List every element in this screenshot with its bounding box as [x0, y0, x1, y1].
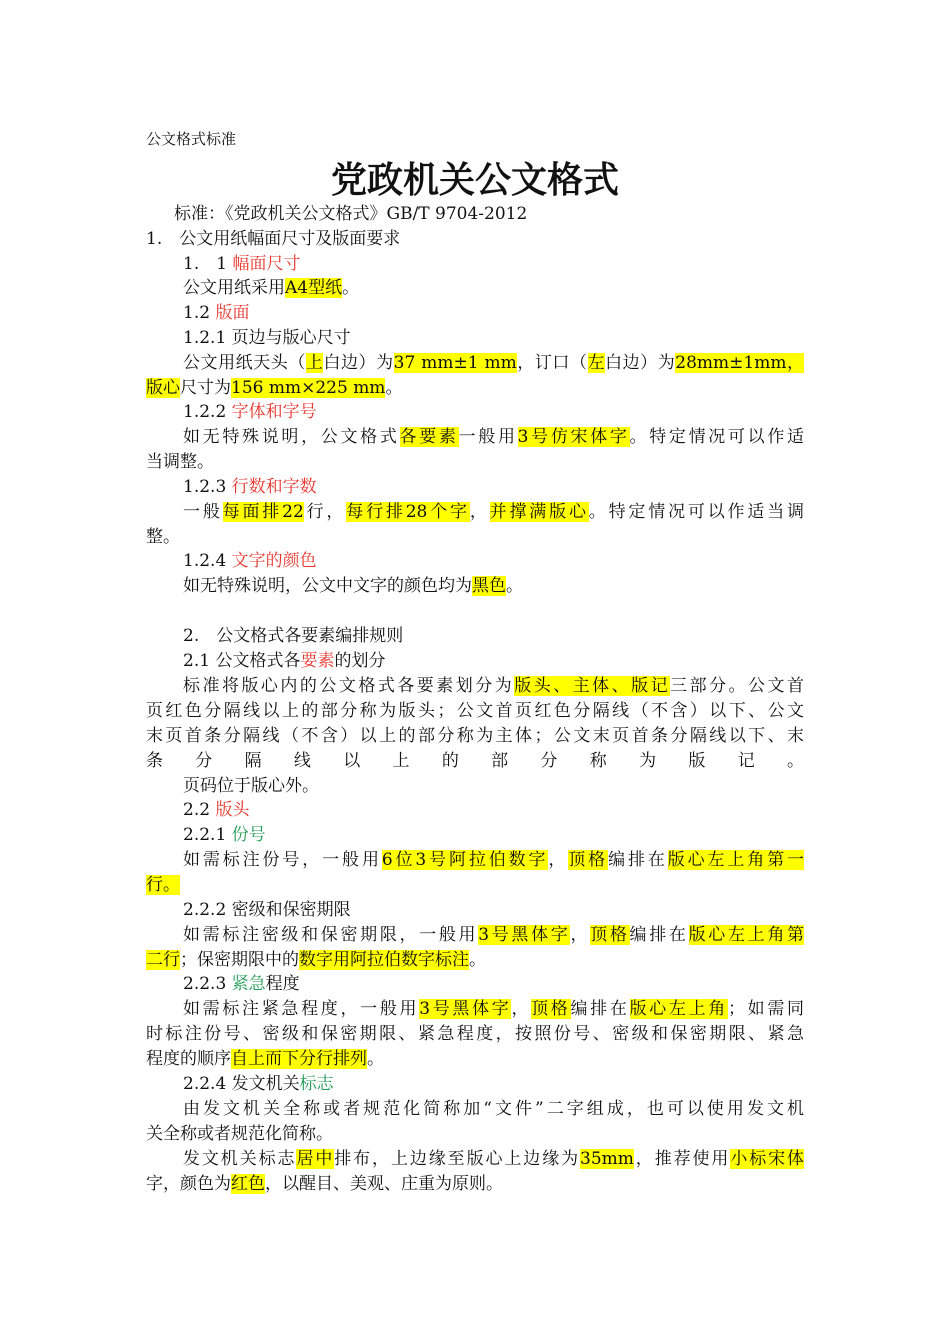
paragraph-1-1	[183, 276, 359, 300]
text-segment: 行，	[303, 502, 347, 522]
text-segment: 2.2.3	[183, 974, 232, 994]
text-segment: ，	[548, 850, 569, 870]
text-segment: 发文机关标志	[183, 1149, 297, 1169]
paragraph-1-2-4	[183, 574, 523, 598]
highlighted-text: 居中	[296, 1149, 335, 1169]
highlighted-text: 顶格	[531, 999, 571, 1019]
section-1-2-2-heading	[183, 400, 317, 424]
text-segment: ，推荐使用	[633, 1149, 731, 1169]
paragraph-2-2-2-line2	[146, 948, 486, 972]
paragraph-2-1-line2: 页红色分隔线以上的部分称为版头；公文首页红色分隔线（不含）以下、公文	[146, 701, 804, 721]
text-segment: 排布，上边缘至版心上边缘为	[334, 1149, 581, 1169]
text-segment: ，	[511, 999, 532, 1019]
text-segment: 如无特殊说明，公文格式	[183, 427, 400, 447]
highlighted-text: 3号黑体字	[419, 999, 512, 1019]
text-segment: 2.1 公文格式各	[183, 651, 301, 671]
text-segment: 2.2.4 发文机关	[183, 1074, 300, 1094]
text-segment: 要素	[300, 651, 335, 671]
section-2-2-4-heading	[183, 1072, 334, 1096]
paragraph-2-2-4b-line2	[146, 1172, 503, 1196]
highlighted-text: 3号仿宋体字	[517, 427, 630, 447]
page-header: 公文格式标准	[146, 130, 237, 148]
section-1-heading: 1. 公文用纸幅面尺寸及版面要求	[146, 229, 401, 249]
paragraph-1-2-2-line2: 当调整。	[146, 452, 214, 472]
text-segment: 白边）为	[323, 353, 394, 373]
section-2-2-3-heading	[183, 972, 300, 996]
highlighted-text: 版心	[146, 378, 180, 398]
section-2-2-1-heading	[183, 823, 266, 847]
paragraph-2-2-4a-line2: 关全称或者规范化简称。	[146, 1124, 333, 1144]
text-segment: 。特定情况可以作适当调	[588, 502, 805, 522]
text-segment: 1.2	[183, 303, 216, 323]
highlighted-text: 156 mm×225 mm	[231, 378, 386, 398]
text-segment: 的划分	[334, 651, 386, 671]
highlighted-text: 版心左上角第一	[667, 850, 805, 870]
section-1-2-3-heading	[183, 475, 317, 499]
text-segment: 。	[385, 378, 403, 398]
text-segment: 尺寸为	[180, 378, 231, 398]
text-segment: 文字的颜色	[231, 551, 317, 571]
paragraph-2-2-4b-line1	[183, 1147, 804, 1171]
text-segment: 1.2.4	[183, 551, 232, 571]
paragraph-1-2-2-line1	[183, 425, 804, 449]
section-1-2-heading	[183, 301, 249, 325]
section-1-1-heading	[183, 252, 300, 276]
text-segment: 如需标注紧急程度，一般用	[183, 999, 420, 1019]
highlighted-text: 版心左上角第	[688, 925, 805, 945]
text-segment: 。	[342, 278, 360, 298]
text-segment: 幅面尺寸	[232, 254, 301, 274]
paragraph-2-1-page-number: 页码位于版心外。	[183, 776, 319, 796]
highlighted-text: 版头、主体、版记	[514, 676, 671, 696]
text-segment: 公文用纸天头（	[183, 353, 306, 373]
paragraph-2-2-3-line2: 时标注份号、密级和保密期限、紧急程度，按照份号、密级和保密期限、紧急	[146, 1024, 804, 1044]
highlighted-text: 版心左上角	[629, 999, 728, 1019]
text-segment: 标准将版心内的公文格式各要素划分为	[183, 676, 515, 696]
text-segment: 程度	[265, 974, 300, 994]
text-segment: 程度的顺序	[146, 1049, 231, 1069]
text-segment: 一般用	[458, 427, 518, 447]
paragraph-2-2-2-line1	[183, 923, 804, 947]
highlighted-text: 上	[305, 353, 324, 373]
text-segment: 字体和字号	[231, 402, 317, 422]
highlighted-text: 每行排28个字	[346, 502, 470, 522]
text-segment: 编排在	[629, 925, 689, 945]
highlighted-text: ，	[786, 353, 805, 373]
text-segment: 公文用纸采用	[183, 278, 285, 298]
highlighted-text: 每面排22	[222, 502, 304, 522]
text-segment: 编排在	[570, 999, 630, 1019]
paragraph-2-2-3-line3	[146, 1047, 384, 1071]
paragraph-2-2-1-line2	[146, 873, 180, 897]
paragraph-1-2-1-line1	[183, 351, 804, 375]
highlighted-text: 6位3号阿拉伯数字	[381, 850, 549, 870]
text-segment: 字，颜色为	[146, 1174, 231, 1194]
text-segment: 份号	[231, 825, 266, 845]
section-2-2-2-heading: 2.2.2 密级和保密期限	[183, 900, 351, 920]
text-segment: 一般	[183, 502, 223, 522]
paragraph-1-2-3-line2: 整。	[146, 527, 180, 547]
text-segment: 编排在	[608, 850, 668, 870]
paragraph-2-2-4a-line1: 由发文机关全称或者规范化简称加“文件”二字组成，也可以使用发文机	[183, 1099, 804, 1119]
text-segment: 。	[506, 576, 523, 596]
text-segment: 紧急	[231, 974, 266, 994]
text-segment: 如需标注密级和保密期限，一般用	[183, 925, 479, 945]
text-segment: 。	[367, 1049, 384, 1069]
highlighted-text: 各要素	[399, 427, 459, 447]
paragraph-2-1-line1	[183, 674, 804, 698]
paragraph-1-2-1-line2	[146, 376, 402, 400]
text-segment: 如无特殊说明，公文中文字的颜色均为	[183, 576, 472, 596]
highlighted-text: A4型纸	[285, 278, 343, 298]
highlighted-text: 二行	[146, 950, 180, 970]
section-2-1-heading	[183, 649, 385, 673]
text-segment: 版头	[215, 800, 250, 820]
text-segment: ；保密期限中的	[180, 950, 299, 970]
section-1-2-4-heading	[183, 549, 317, 573]
highlighted-text: 行。	[146, 875, 180, 895]
highlighted-text: 数字用阿拉伯数字标注	[299, 950, 469, 970]
section-2-heading: 2. 公文格式各要素编排规则	[183, 626, 404, 646]
text-segment: 2.2.1	[183, 825, 232, 845]
highlighted-text: 顶格	[568, 850, 609, 870]
highlighted-text: 顶格	[590, 925, 630, 945]
text-segment: 版面	[215, 303, 250, 323]
highlighted-text: 小标宋体	[730, 1149, 805, 1169]
page-title: 党政机关公文格式	[330, 160, 619, 201]
text-segment: 。	[469, 950, 486, 970]
paragraph-1-2-3-line1	[183, 500, 804, 524]
highlighted-text: 左	[587, 353, 606, 373]
text-segment: ，订口（	[516, 353, 588, 373]
text-segment: 1.2.2	[183, 402, 232, 422]
section-1-2-1-heading: 1.2.1 页边与版心尺寸	[183, 328, 351, 348]
text-segment: 白边）为	[605, 353, 676, 373]
paragraph-2-1-line4: 条分隔线以上的部分称为版记。	[146, 751, 804, 771]
text-segment: ，以醒目、美观、庄重为原则。	[265, 1174, 503, 1194]
text-segment: ，	[469, 502, 490, 522]
paragraph-2-2-1-line1	[183, 848, 804, 872]
standard-line: 标准：《党政机关公文格式》GB/T 9704-2012	[174, 204, 528, 224]
highlighted-text: 红色	[231, 1174, 265, 1194]
paragraph-2-1-line3: 末页首条分隔线（不含）以上的部分称为主体；公文末页首条分隔线以下、末	[146, 726, 804, 746]
highlighted-text: 黑色	[472, 576, 506, 596]
highlighted-text: 3号黑体字	[478, 925, 571, 945]
highlighted-text: 并撑满版心	[489, 502, 589, 522]
paragraph-2-2-3-line1	[183, 997, 804, 1021]
text-segment: ；如需同	[727, 999, 805, 1019]
text-segment: 2.2	[183, 800, 216, 820]
text-segment: 1. 1	[183, 254, 233, 274]
text-segment: 行数和字数	[231, 477, 317, 497]
section-2-2-heading	[183, 798, 249, 822]
text-segment: 如需标注份号，一般用	[183, 850, 382, 870]
highlighted-text: 自上而下分行排列	[231, 1049, 367, 1069]
highlighted-text: 35mm	[580, 1149, 634, 1169]
highlighted-text: 28mm±1mm	[675, 353, 787, 373]
text-segment: 标志	[299, 1074, 334, 1094]
text-segment: ，	[570, 925, 591, 945]
text-segment: 三部分。公文首	[670, 676, 805, 696]
highlighted-text: 37 mm±1 mm	[393, 353, 517, 373]
text-segment: 。特定情况可以作适	[629, 427, 805, 447]
text-segment: 1.2.3	[183, 477, 232, 497]
